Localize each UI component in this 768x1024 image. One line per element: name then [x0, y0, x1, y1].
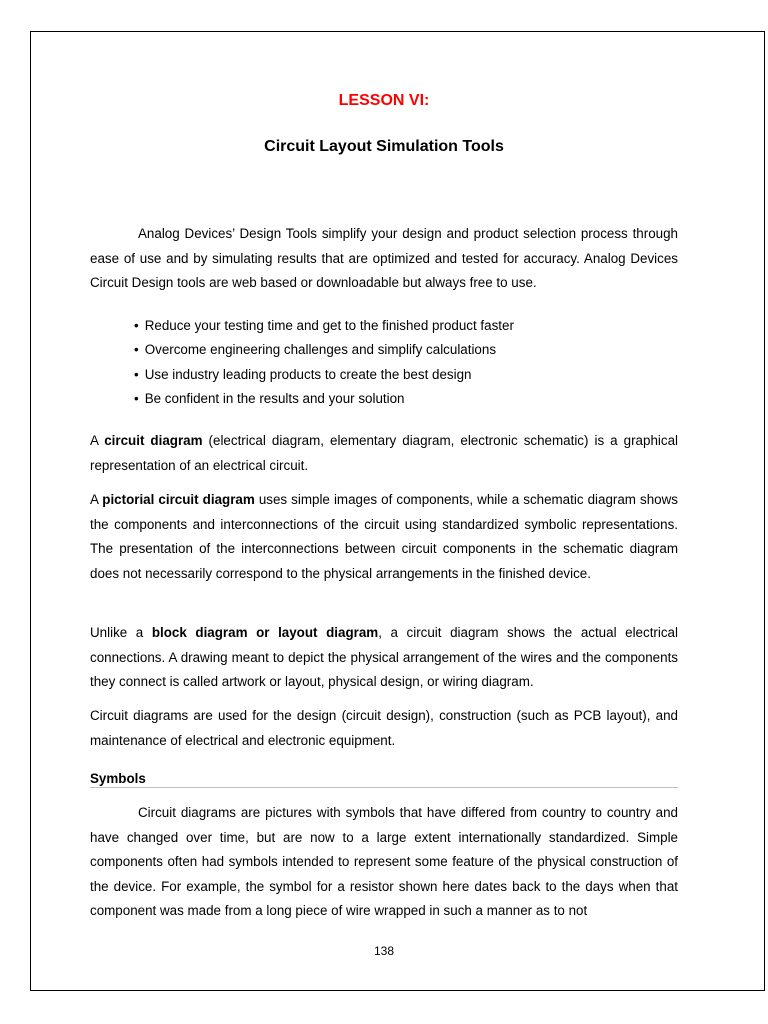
text-run: , a circuit diagram shows the actual electrical connections. A drawing meant to depict the physical arrangement of the wires and the components they connect is called artwork or layout, physical design, or wiring diagram.	[90, 625, 678, 689]
circuit-diagram-paragraph	[90, 429, 678, 478]
text-run: (electrical diagram, elementary diagram, electronic schematic) is a graphical representation of an electrical circuit.	[90, 433, 678, 473]
page-number: 138	[373, 944, 395, 958]
text-run: A	[90, 492, 103, 507]
list-item: • Reduce your testing time and get to the finished product faster	[134, 314, 514, 338]
pictorial-diagram-paragraph	[90, 488, 678, 586]
term-pictorial-circuit-diagram: pictorial circuit diagram	[102, 492, 255, 507]
list-item: • Be confident in the results and your solution	[134, 387, 514, 411]
term-block-diagram: block diagram or layout diagram	[151, 625, 379, 640]
symbols-paragraph: Circuit diagrams are pictures with symbols that have differed from country to country and have changed over time, but are now to a large extent internationally standardized. Simple components often had symbols intended to represent some feature of the physical construction of the device. For example, the symbol for a resistor shown here dates back to the days when that component was made from a long piece of wire wrapped in such a manner as to not	[90, 805, 678, 918]
term-circuit-diagram: circuit diagram	[104, 433, 203, 448]
uses-paragraph: Circuit diagrams are used for the design (circuit design), construction (such as PCB layout), and maintenance of electrical and electronic equipment.	[90, 708, 678, 748]
list-item: • Use industry leading products to create the best design	[134, 363, 514, 387]
section-heading-symbols: Symbols	[90, 771, 678, 788]
block-diagram-paragraph	[90, 621, 678, 695]
benefits-list	[134, 314, 514, 411]
list-item: • Overcome engineering challenges and simplify calculations	[134, 338, 514, 362]
page-title: Circuit Layout Simulation Tools	[264, 138, 504, 155]
text-run: A	[90, 433, 105, 448]
lesson-label: LESSON VI:	[338, 92, 430, 109]
intro-paragraph: Analog Devices’ Design Tools simplify your design and product selection process through ease of use and by simulating results that are optimized and tested for accuracy. Analog Devices Circuit Design tools are web based or downloadable but always free to use.	[90, 226, 678, 290]
text-run: Unlike a	[90, 625, 152, 640]
text-run: uses simple images of components, while a schematic diagram shows the components and interconnections of the circuit using standardized symbolic representations. The presentation of the interconnections between circuit components in the schematic diagram does not necessarily correspond to the physical arrangements in the finished device.	[90, 492, 678, 581]
